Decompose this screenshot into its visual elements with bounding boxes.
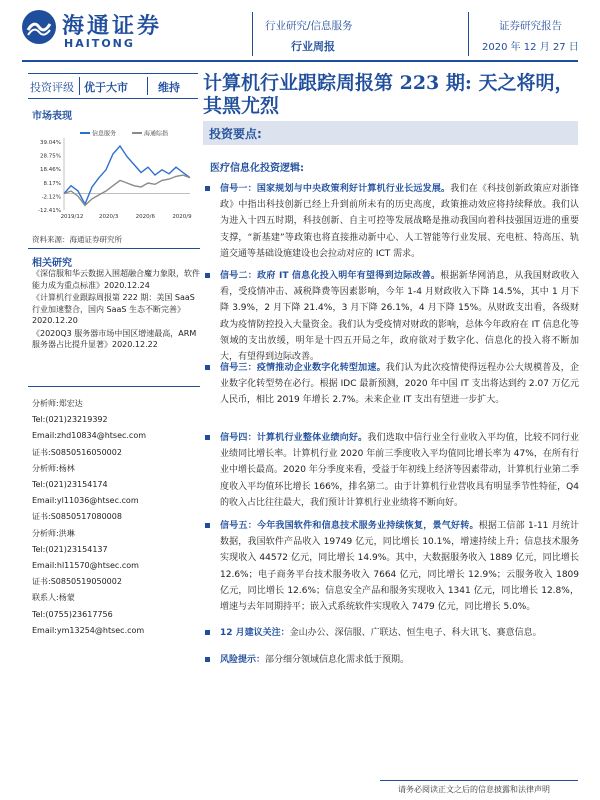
bullet-icon — [205, 657, 210, 662]
related-item[interactable]: 《深信服和华云数据入围超融合魔力象限，软件能力成为重点标准》2020.12.24 — [32, 269, 200, 290]
rating-status: 维持 — [158, 81, 180, 94]
bullet-text: 部分细分领域信息化需求低于预期。 — [265, 655, 410, 665]
bullet-icon — [205, 630, 210, 635]
footer-rule — [380, 780, 578, 781]
legend-label: 海通综指 — [144, 130, 169, 138]
header-divider — [252, 12, 253, 56]
analyst-email[interactable]: Email:zhd10834@htsec.com — [32, 431, 147, 441]
rating-label: 投资评级 — [30, 81, 74, 94]
header-divider — [468, 12, 469, 56]
y-tick-label: 28.75% — [40, 153, 61, 160]
bullet-lead: 信号三：疫情推动企业数字化转型加速。 — [220, 363, 386, 373]
analyst-email[interactable]: Email:hl11570@htsec.com — [32, 561, 139, 571]
bullet-lead: 信号一：国家规划与中央政策利好计算机行业长远发展。 — [220, 184, 451, 194]
bullet-text: 我们认为此次疫情使得远程办公大规模普及，企业数字化转型势在必行。根据 IDC 最新预测，2020 年中国 IT 支出将达到约 2.07 万亿元人民币，相比 2019 年增长 2.7%。未来企业 IT 支出有望进一步扩大。 — [220, 363, 579, 406]
report-kind: 证券研究报告 — [499, 20, 562, 32]
analyst-name: 分析师:郑宏达 — [32, 399, 83, 408]
contact-tel: Tel:(0755)23617756 — [32, 609, 113, 619]
x-tick-label: 2020/9 — [172, 214, 192, 220]
left-divider — [28, 386, 200, 387]
analyst-tel: Tel:(021)23154174 — [32, 480, 108, 490]
bullet-lead: 信号四：计算机行业整体业绩向好。 — [220, 433, 368, 443]
bullet-icon — [205, 365, 210, 370]
investment-rating — [28, 73, 198, 99]
analyst-cert: 证书:S0850519050002 — [32, 577, 122, 587]
bullet-text: 我们在《科技创新政策应对浙锋政》中指出科技创新已经上升到前所未有的历史高度，政策推动效应将持续释放。我们认为进入十四五时期，科技创新、自主可控等发展战略是推动我国向着科技强国迈进的重要支撑，“新基建”等政策也将直接推动新中心、人工智能等行业发展、充电桩、特高压、轨道交通等基础设施建设也会拉动对应的 ICT 需求。 — [220, 184, 579, 259]
rating-divider — [79, 77, 80, 95]
bullet-text: 根据工信部 1-11 月统计数据，我国软件产品收入 19749 亿元，同比增长 10.1%，增速持续上升；信息技术服务实现收入 44572 亿元，同比增长 14.9%。其中，大数据服务收入 1889 亿元，同比增长 12.6%；电子商务平台技术服务收入 7664 亿元，同比增长 12.9%；云服务收入 1809 亿元，同比增长 12.6%；信息安全产品和服务实现收入 1341 亿元，同比增长 12.8%，增速与去年同期持平；嵌入式系统软件实现收入 7479 亿元，同比增长 5.0%。 — [220, 521, 579, 613]
footer-disclaimer: 请务必阅读正文之后的信息披露和法律声明 — [398, 785, 550, 794]
related-list — [32, 268, 204, 352]
bullet-signal-5 — [205, 518, 579, 615]
bullet-signal-4 — [205, 430, 579, 511]
left-divider — [28, 248, 200, 249]
related-title: 相关研究 — [32, 258, 72, 269]
logo-text-en: HAITONG — [64, 37, 135, 50]
y-tick-label: 39.04% — [40, 140, 61, 146]
analyst-cert: 证书:S0850517080008 — [32, 512, 122, 522]
bullet-icon — [205, 435, 210, 440]
bullet-lead: 12 月建议关注： — [220, 628, 290, 638]
y-tick-label: -12.41% — [38, 208, 61, 214]
x-tick-label: 2020/3 — [98, 214, 119, 220]
bullet-lead: 信号二：政府 IT 信息化投入明年有望得到边际改善。 — [220, 271, 441, 281]
contact-name: 联系人:杨蒙 — [32, 593, 75, 603]
y-tick-label: -2.12% — [41, 194, 61, 201]
bullet-risk — [205, 652, 579, 668]
bullet-signal-2 — [205, 268, 579, 365]
logo-text-cn: 海通证券 — [62, 13, 163, 39]
y-tick-label: 8.17% — [43, 180, 61, 187]
bullet-icon — [205, 186, 210, 191]
bullet-text: 根据新华网消息，从我国财政收入看，受疫情冲击、减税降费等因素影响，今年 1-4 月财政收入下降 14.5%，其中 1 月下降 3.9%，2 月下降 21.4%，3 月下降 26.1%，4 月下降 15%。从财政支出看，各级财政为疫情防控投入大量资金。我们认为受疫情对财政的影响，总体今年政府在 IT 信息化等领域的支出放缓，明年是十四五开局之年，政府欲对于数字化、信息化的投入将不断加大，有望得到边际改善。 — [220, 271, 579, 363]
bullet-recommend — [205, 625, 579, 641]
key-points-label: 投资要点: — [209, 127, 262, 141]
contact-email[interactable]: Email:ym13254@htsec.com — [32, 625, 145, 635]
bullet-lead: 风险提示： — [220, 655, 266, 665]
chart-source: 资料来源：海通证券研究所 — [32, 235, 122, 244]
bullet-signal-1 — [205, 181, 579, 262]
report-date: 2020 年 12 月 27 日 — [482, 42, 579, 53]
analyst-tel: Tel:(021)23219392 — [32, 415, 108, 425]
legend-label: 信息服务 — [92, 130, 117, 138]
bullet-text: 金山办公、深信服、广联达、恒生电子、科大讯飞、赛意信息。 — [289, 628, 542, 638]
key-points-bar — [203, 121, 578, 145]
report-type: 行业周报 — [291, 40, 335, 53]
bullet-text: 我们选取中信行业全行业收入平均值，比较不同行业业绩同比增长率。计算机行业 2020 年前三季度收入平均值同比增长率为 47%，在所有行业中增长最高。2020 年分季度来看，受益于年初线上经济等因素带动，计算机行业第二季度收入平均值环比增长 166%，排名第二。由于计算机行业营收具有明显季节性特征，Q4 的收入占比往往最大，我们预计计算机行业业绩将不断向好。 — [220, 433, 579, 508]
bullet-icon — [205, 273, 210, 278]
market-title: 市场表现 — [32, 111, 72, 122]
x-tick-label: 2019/12 — [60, 214, 84, 220]
related-item[interactable]: 《计算机行业跟踪周报第 222 期：美国 SaaS 行业加速整合，国内 SaaS 生态不断完善》2020.12.20 — [32, 293, 195, 325]
x-tick-label: 2020/6 — [135, 214, 156, 220]
bullet-signal-3 — [205, 360, 579, 409]
series-line-1 — [64, 146, 190, 204]
analyst-block — [32, 396, 204, 639]
rating-value: 优于大市 — [84, 81, 128, 94]
analyst-tel: Tel:(021)23154137 — [32, 544, 108, 554]
related-item[interactable]: 《2020Q3 服务器市场中国区增速最高，ARM 服务器占比提升显著》2020.12.22 — [32, 328, 197, 349]
header-rule — [22, 60, 578, 62]
analyst-cert: 证书:S0850516050002 — [32, 447, 122, 457]
report-title: 计算机行业跟踪周报第 223 期: 天之将明，其黑尤烈 — [203, 72, 574, 117]
analyst-email[interactable]: Email:yl11036@htsec.com — [32, 496, 139, 506]
analyst-name: 分析师:杨林 — [32, 463, 75, 473]
bullet-icon — [205, 523, 210, 528]
market-chart — [28, 126, 198, 222]
haitong-logo-icon — [22, 10, 56, 44]
y-tick-label: 18.46% — [40, 167, 61, 174]
analyst-name: 分析师:洪琳 — [32, 528, 75, 538]
section-subhead: 医疗信息化投资逻辑: — [210, 163, 304, 174]
rating-divider — [147, 77, 148, 95]
report-category: 行业研究/信息服务 — [265, 20, 353, 32]
bullet-lead: 信号五：今年我国软件和信息技术服务业持续恢复，景气好转。 — [220, 521, 479, 531]
